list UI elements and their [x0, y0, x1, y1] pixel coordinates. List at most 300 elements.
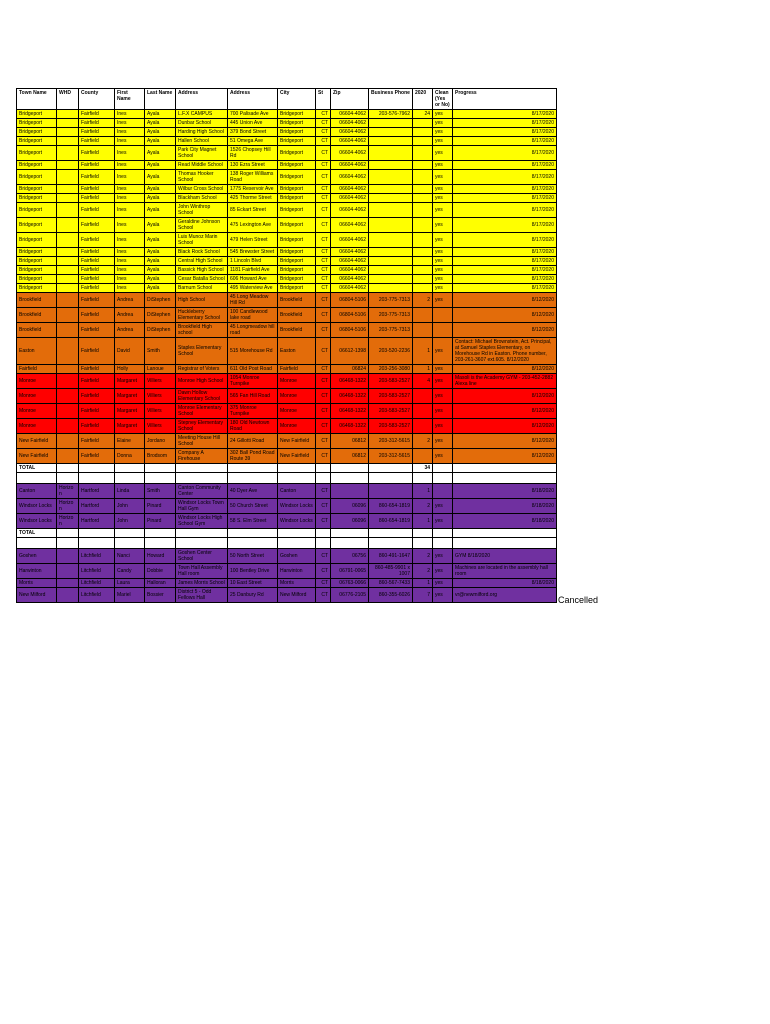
table-cell[interactable]: 8/17/2020 — [453, 233, 557, 248]
table-cell[interactable]: 8/18/2020 — [453, 484, 557, 499]
table-cell[interactable]: John — [115, 499, 145, 514]
table-cell[interactable]: 06812 — [331, 434, 369, 449]
table-cell[interactable]: 515 Morehouse Rd — [228, 338, 278, 365]
table-cell[interactable]: 06096 — [331, 499, 369, 514]
table-cell[interactable]: 375 Monroe Turnpike — [228, 404, 278, 419]
table-cell[interactable] — [433, 464, 453, 473]
table-cell[interactable]: 425 Thorme Street — [228, 194, 278, 203]
table-cell[interactable]: Andrea — [115, 293, 145, 308]
table-cell[interactable] — [453, 473, 557, 484]
table-cell[interactable]: CT — [316, 499, 331, 514]
table-cell[interactable]: Villiers — [145, 389, 176, 404]
table-cell[interactable]: Bridgeport — [278, 185, 316, 194]
table-cell[interactable]: 8/17/2020 — [453, 266, 557, 275]
table-cell[interactable]: 8/17/2020 — [453, 185, 557, 194]
table-cell[interactable]: Fairfield — [79, 308, 115, 323]
table-cell[interactable]: Bridgeport — [278, 128, 316, 137]
table-cell[interactable]: 06468-1322 — [331, 374, 369, 389]
table-cell[interactable]: Andrea — [115, 308, 145, 323]
table-cell[interactable]: DiStephen — [145, 293, 176, 308]
table-cell[interactable]: Villiers — [145, 374, 176, 389]
table-cell[interactable]: 50 North Street — [228, 549, 278, 564]
table-cell[interactable]: CT — [316, 419, 331, 434]
table-cell[interactable] — [57, 203, 79, 218]
table-cell[interactable]: Bridgeport — [17, 119, 57, 128]
table-cell[interactable]: Margaret — [115, 404, 145, 419]
table-cell[interactable]: yes — [433, 564, 453, 579]
table-cell[interactable] — [413, 284, 433, 293]
table-cell[interactable]: yes — [433, 128, 453, 137]
table-cell[interactable]: Morris — [278, 579, 316, 588]
table-cell[interactable]: Howard — [145, 549, 176, 564]
table-cell[interactable] — [115, 464, 145, 473]
table-cell[interactable] — [228, 538, 278, 549]
table-cell[interactable]: Wilbur Cross School — [176, 185, 228, 194]
table-cell[interactable]: CT — [316, 389, 331, 404]
table-cell[interactable]: Fairfield — [79, 374, 115, 389]
table-cell[interactable] — [413, 128, 433, 137]
table-cell[interactable] — [57, 284, 79, 293]
column-header[interactable]: County — [79, 89, 115, 110]
table-cell[interactable]: 138 Roger Williams Road — [228, 170, 278, 185]
table-cell[interactable]: Dawn Hollow Elementary School — [176, 389, 228, 404]
table-cell[interactable] — [115, 538, 145, 549]
table-cell[interactable]: 06604-4062 — [331, 284, 369, 293]
column-header[interactable]: WHD — [57, 89, 79, 110]
table-cell[interactable]: Bridgeport — [278, 266, 316, 275]
table-cell[interactable] — [369, 137, 413, 146]
table-cell[interactable]: 06824 — [331, 365, 369, 374]
table-cell[interactable]: Ayala — [145, 266, 176, 275]
table-cell[interactable]: Goshen — [17, 549, 57, 564]
table-cell[interactable]: CT — [316, 549, 331, 564]
table-cell[interactable]: Horizon — [57, 484, 79, 499]
column-header[interactable]: 2020 — [413, 89, 433, 110]
column-header[interactable]: First Name — [115, 89, 145, 110]
table-cell[interactable]: 06604-4062 — [331, 128, 369, 137]
table-cell[interactable]: CT — [316, 128, 331, 137]
table-cell[interactable]: 8/17/2020 — [453, 170, 557, 185]
table-cell[interactable]: 1054 Monroe Turnpike — [228, 374, 278, 389]
table-cell[interactable]: Litchfield — [79, 579, 115, 588]
table-cell[interactable] — [369, 529, 413, 538]
table-cell[interactable] — [57, 588, 79, 603]
table-cell[interactable]: Mariel — [115, 588, 145, 603]
table-cell[interactable]: CT — [316, 308, 331, 323]
table-cell[interactable]: CT — [316, 170, 331, 185]
table-cell[interactable]: Monroe — [278, 404, 316, 419]
table-cell[interactable] — [57, 374, 79, 389]
table-cell[interactable] — [413, 233, 433, 248]
table-cell[interactable]: 8/17/2020 — [453, 218, 557, 233]
table-cell[interactable] — [413, 161, 433, 170]
table-cell[interactable]: Windsor Locks — [278, 499, 316, 514]
table-cell[interactable]: yes — [433, 146, 453, 161]
table-cell[interactable]: 06604-4062 — [331, 203, 369, 218]
table-cell[interactable] — [331, 473, 369, 484]
table-cell[interactable]: 50 Church Street — [228, 499, 278, 514]
table-cell[interactable] — [316, 473, 331, 484]
table-cell[interactable] — [413, 473, 433, 484]
table-cell[interactable]: CT — [316, 434, 331, 449]
table-cell[interactable]: Bridgeport — [17, 170, 57, 185]
table-cell[interactable] — [79, 529, 115, 538]
table-cell[interactable]: Bossier — [145, 588, 176, 603]
table-cell[interactable]: Ayala — [145, 257, 176, 266]
table-cell[interactable]: 2 — [413, 499, 433, 514]
column-header[interactable]: Address — [176, 89, 228, 110]
table-cell[interactable]: 860-654-1819 — [369, 514, 413, 529]
table-cell[interactable]: Fairfield — [17, 365, 57, 374]
table-cell[interactable]: Fairfield — [79, 185, 115, 194]
table-cell[interactable]: Monroe — [278, 374, 316, 389]
table-cell[interactable] — [413, 404, 433, 419]
table-cell[interactable]: Fairfield — [79, 449, 115, 464]
table-cell[interactable] — [433, 538, 453, 549]
table-cell[interactable] — [79, 464, 115, 473]
table-cell[interactable]: yes — [433, 185, 453, 194]
table-cell[interactable]: Canton Community Center — [176, 484, 228, 499]
table-cell[interactable]: CT — [316, 323, 331, 338]
table-cell[interactable]: 545 Brewster Street — [228, 248, 278, 257]
table-cell[interactable]: CT — [316, 284, 331, 293]
table-cell[interactable]: Fairfield — [79, 275, 115, 284]
table-cell[interactable]: Bridgeport — [17, 275, 57, 284]
column-header[interactable]: Business Phone — [369, 89, 413, 110]
table-cell[interactable] — [413, 137, 433, 146]
table-cell[interactable]: yes — [433, 389, 453, 404]
table-cell[interactable]: Horizon — [57, 514, 79, 529]
table-cell[interactable]: Brodsom — [145, 449, 176, 464]
table-cell[interactable]: 8/18/2020 — [453, 579, 557, 588]
table-cell[interactable]: Halloran — [145, 579, 176, 588]
table-cell[interactable] — [57, 434, 79, 449]
table-cell[interactable] — [316, 464, 331, 473]
table-cell[interactable]: Bridgeport — [278, 257, 316, 266]
table-cell[interactable] — [413, 323, 433, 338]
table-cell[interactable]: 45 Longmeadow hill road — [228, 323, 278, 338]
table-cell[interactable]: Fairfield — [79, 323, 115, 338]
table-cell[interactable] — [413, 194, 433, 203]
table-cell[interactable] — [369, 248, 413, 257]
table-cell[interactable]: Monroe — [17, 404, 57, 419]
table-cell[interactable]: 06604-4062 — [331, 275, 369, 284]
table-cell[interactable]: Ines — [115, 137, 145, 146]
table-cell[interactable]: Bridgeport — [17, 248, 57, 257]
table-cell[interactable] — [278, 529, 316, 538]
table-cell[interactable]: Staples Elementary School — [176, 338, 228, 365]
table-cell[interactable]: Fairfield — [79, 338, 115, 365]
table-cell[interactable]: Bridgeport — [17, 266, 57, 275]
table-cell[interactable]: Fairfield — [79, 203, 115, 218]
table-cell[interactable]: 06612-1398 — [331, 338, 369, 365]
table-cell[interactable]: Ines — [115, 284, 145, 293]
table-cell[interactable]: Ayala — [145, 185, 176, 194]
table-cell[interactable]: 8/12/2020 — [453, 365, 557, 374]
table-cell[interactable]: 06776-2105 — [331, 588, 369, 603]
table-cell[interactable]: Fairfield — [79, 170, 115, 185]
table-cell[interactable] — [176, 538, 228, 549]
table-cell[interactable] — [57, 579, 79, 588]
table-cell[interactable]: CT — [316, 514, 331, 529]
table-cell[interactable]: Fairfield — [79, 248, 115, 257]
table-cell[interactable]: 40 Dyer Ave — [228, 484, 278, 499]
table-cell[interactable]: Bridgeport — [278, 248, 316, 257]
column-header[interactable]: City — [278, 89, 316, 110]
table-cell[interactable]: 203-583-2527 — [369, 374, 413, 389]
table-cell[interactable]: Donna — [115, 449, 145, 464]
column-header[interactable]: Address — [228, 89, 278, 110]
table-cell[interactable]: CT — [316, 293, 331, 308]
table-cell[interactable]: Lanoue — [145, 365, 176, 374]
table-cell[interactable] — [145, 529, 176, 538]
table-cell[interactable] — [369, 464, 413, 473]
table-cell[interactable]: Windsor Locks High School Gym — [176, 514, 228, 529]
table-cell[interactable]: yes — [433, 549, 453, 564]
table-cell[interactable]: 860-567-7433 — [369, 579, 413, 588]
table-cell[interactable]: Brookfield — [17, 293, 57, 308]
table-cell[interactable]: Hartford — [79, 484, 115, 499]
table-cell[interactable]: yes — [433, 218, 453, 233]
table-cell[interactable]: Fairfield — [79, 110, 115, 119]
table-cell[interactable]: CT — [316, 449, 331, 464]
table-cell[interactable] — [57, 137, 79, 146]
table-cell[interactable]: Andrea — [115, 323, 145, 338]
table-cell[interactable]: 479 Helen Street — [228, 233, 278, 248]
table-cell[interactable]: yes — [433, 293, 453, 308]
table-cell[interactable]: GYM 8/18/2020 — [453, 549, 557, 564]
table-cell[interactable] — [57, 170, 79, 185]
table-cell[interactable]: Horizon — [57, 499, 79, 514]
table-cell[interactable] — [115, 529, 145, 538]
table-cell[interactable]: Pinard — [145, 514, 176, 529]
table-cell[interactable]: Fairfield — [79, 404, 115, 419]
table-cell[interactable]: yes — [433, 374, 453, 389]
table-cell[interactable]: 06604-4062 — [331, 194, 369, 203]
table-cell[interactable]: CT — [316, 203, 331, 218]
table-cell[interactable]: 06604-4062 — [331, 266, 369, 275]
table-cell[interactable]: 180 Old Newtown Road — [228, 419, 278, 434]
table-cell[interactable]: Margaret — [115, 419, 145, 434]
table-cell[interactable]: Monroe — [278, 419, 316, 434]
table-cell[interactable]: Dunbar School — [176, 119, 228, 128]
table-cell[interactable]: CT — [316, 588, 331, 603]
table-cell[interactable]: Ines — [115, 275, 145, 284]
table-cell[interactable] — [331, 529, 369, 538]
table-cell[interactable] — [57, 194, 79, 203]
table-cell[interactable]: CT — [316, 194, 331, 203]
table-cell[interactable]: Windsor Locks — [17, 514, 57, 529]
table-cell[interactable]: 06604-4062 — [331, 119, 369, 128]
table-cell[interactable]: Monroe High School — [176, 374, 228, 389]
table-cell[interactable]: Monroe — [17, 419, 57, 434]
table-cell[interactable]: yes — [433, 257, 453, 266]
table-cell[interactable]: L.F.X CAMPUS — [176, 110, 228, 119]
table-cell[interactable]: 8/17/2020 — [453, 203, 557, 218]
table-cell[interactable]: 1 — [413, 514, 433, 529]
table-cell[interactable] — [145, 473, 176, 484]
table-cell[interactable]: Town Hall Assembly Hall room — [176, 564, 228, 579]
table-cell[interactable] — [369, 128, 413, 137]
table-cell[interactable]: Ayala — [145, 128, 176, 137]
table-cell[interactable]: Windsor Locks Town Hall Gym — [176, 499, 228, 514]
table-cell[interactable]: Bridgeport — [17, 110, 57, 119]
table-cell[interactable]: 06604-4062 — [331, 170, 369, 185]
table-cell[interactable]: Ayala — [145, 248, 176, 257]
column-header[interactable]: Last Name — [145, 89, 176, 110]
table-cell[interactable] — [369, 266, 413, 275]
table-cell[interactable]: 58 S. Elm Street — [228, 514, 278, 529]
table-cell[interactable] — [79, 538, 115, 549]
column-header[interactable]: Zip — [331, 89, 369, 110]
table-cell[interactable] — [413, 419, 433, 434]
table-cell[interactable]: Canton — [278, 484, 316, 499]
table-cell[interactable]: Bassick High School — [176, 266, 228, 275]
table-cell[interactable]: Ines — [115, 170, 145, 185]
table-cell[interactable] — [369, 473, 413, 484]
table-cell[interactable]: Thomas Hooker School — [176, 170, 228, 185]
table-cell[interactable]: Bridgeport — [278, 137, 316, 146]
table-cell[interactable]: 06804-5106 — [331, 323, 369, 338]
column-header[interactable]: St — [316, 89, 331, 110]
table-cell[interactable] — [369, 284, 413, 293]
table-cell[interactable]: 34 — [413, 464, 433, 473]
table-cell[interactable]: 203-775-7313 — [369, 293, 413, 308]
table-cell[interactable] — [57, 233, 79, 248]
table-cell[interactable]: Bridgeport — [17, 233, 57, 248]
table-cell[interactable]: Ines — [115, 218, 145, 233]
table-cell[interactable]: Nanci — [115, 549, 145, 564]
table-cell[interactable] — [57, 549, 79, 564]
table-cell[interactable]: Brookfield High school — [176, 323, 228, 338]
table-cell[interactable]: 85 Eckart Street — [228, 203, 278, 218]
table-cell[interactable]: 24 — [413, 110, 433, 119]
table-cell[interactable]: CT — [316, 564, 331, 579]
table-cell[interactable] — [57, 218, 79, 233]
table-cell[interactable]: Ines — [115, 128, 145, 137]
table-cell[interactable]: Easton — [278, 338, 316, 365]
table-cell[interactable]: yes — [433, 233, 453, 248]
table-cell[interactable]: Hallen School — [176, 137, 228, 146]
table-cell[interactable]: 8/18/2020 — [453, 514, 557, 529]
table-cell[interactable]: yes — [433, 119, 453, 128]
table-cell[interactable]: 06604-4062 — [331, 161, 369, 170]
table-cell[interactable]: 8/17/2020 — [453, 284, 557, 293]
table-cell[interactable]: Ayala — [145, 170, 176, 185]
table-cell[interactable] — [413, 266, 433, 275]
table-cell[interactable] — [57, 338, 79, 365]
table-cell[interactable]: yes — [433, 248, 453, 257]
table-cell[interactable]: District 5 - Odd Fellows Hall — [176, 588, 228, 603]
table-cell[interactable] — [453, 464, 557, 473]
table-cell[interactable]: CT — [316, 275, 331, 284]
table-cell[interactable]: 203-256-3080 — [369, 365, 413, 374]
table-cell[interactable]: Ayala — [145, 146, 176, 161]
table-cell[interactable] — [369, 194, 413, 203]
table-cell[interactable]: David — [115, 338, 145, 365]
table-cell[interactable]: Fairfield — [79, 218, 115, 233]
table-cell[interactable]: Ines — [115, 266, 145, 275]
table-cell[interactable]: Fairfield — [79, 434, 115, 449]
table-cell[interactable] — [413, 119, 433, 128]
table-cell[interactable]: CT — [316, 374, 331, 389]
table-cell[interactable]: yes — [433, 170, 453, 185]
table-cell[interactable]: 1 — [413, 365, 433, 374]
table-cell[interactable] — [316, 538, 331, 549]
table-cell[interactable]: 8/17/2020 — [453, 128, 557, 137]
table-cell[interactable] — [17, 473, 57, 484]
table-cell[interactable]: 860-491-1647 — [369, 549, 413, 564]
table-cell[interactable]: yes — [433, 110, 453, 119]
table-cell[interactable]: Harwinton — [278, 564, 316, 579]
table-cell[interactable] — [228, 529, 278, 538]
table-cell[interactable]: 8/12/2020 — [453, 419, 557, 434]
table-cell[interactable] — [57, 161, 79, 170]
table-cell[interactable]: Ines — [115, 194, 145, 203]
table-cell[interactable] — [145, 538, 176, 549]
table-cell[interactable]: CT — [316, 146, 331, 161]
table-cell[interactable]: CT — [316, 161, 331, 170]
table-cell[interactable]: Fairfield — [79, 119, 115, 128]
table-cell[interactable]: 606 Howard Ave — [228, 275, 278, 284]
table-cell[interactable]: 203-775-7313 — [369, 323, 413, 338]
table-cell[interactable]: 1526 Chopsey Hill Rd — [228, 146, 278, 161]
table-cell[interactable]: Fairfield — [79, 137, 115, 146]
table-cell[interactable]: Ayala — [145, 110, 176, 119]
table-cell[interactable]: 203-583-2527 — [369, 404, 413, 419]
table-cell[interactable]: CT — [316, 579, 331, 588]
table-cell[interactable]: 8/17/2020 — [453, 248, 557, 257]
table-cell[interactable]: Villiers — [145, 404, 176, 419]
table-cell[interactable] — [57, 257, 79, 266]
table-cell[interactable]: yes — [433, 579, 453, 588]
table-cell[interactable]: New Fairfield — [278, 449, 316, 464]
table-cell[interactable] — [331, 464, 369, 473]
table-cell[interactable]: Bridgeport — [17, 161, 57, 170]
table-cell[interactable] — [369, 170, 413, 185]
table-cell[interactable]: Company A Firehouse — [176, 449, 228, 464]
table-cell[interactable]: Bridgeport — [17, 203, 57, 218]
table-cell[interactable] — [453, 538, 557, 549]
table-cell[interactable]: Windsor Locks — [278, 514, 316, 529]
table-cell[interactable]: Bridgeport — [17, 194, 57, 203]
table-cell[interactable]: Fairfield — [79, 146, 115, 161]
table-cell[interactable] — [57, 404, 79, 419]
table-cell[interactable]: Central High School — [176, 257, 228, 266]
table-cell[interactable]: Ayala — [145, 275, 176, 284]
table-cell[interactable]: Litchfield — [79, 549, 115, 564]
table-cell[interactable]: John Winthrop School — [176, 203, 228, 218]
table-cell[interactable]: 7 — [413, 588, 433, 603]
table-cell[interactable]: Geraldine Johnson School — [176, 218, 228, 233]
table-cell[interactable]: Laura — [115, 579, 145, 588]
table-cell[interactable] — [413, 275, 433, 284]
table-cell[interactable]: yes — [433, 266, 453, 275]
table-cell[interactable] — [369, 203, 413, 218]
table-cell[interactable]: 06604-4062 — [331, 146, 369, 161]
table-cell[interactable]: Goshen — [278, 549, 316, 564]
table-cell[interactable]: 06468-1322 — [331, 419, 369, 434]
table-cell[interactable]: 100 Candlewood lake road — [228, 308, 278, 323]
table-cell[interactable]: Fairfield — [79, 128, 115, 137]
table-cell[interactable] — [57, 248, 79, 257]
table-cell[interactable]: Ines — [115, 161, 145, 170]
table-cell[interactable] — [413, 146, 433, 161]
table-cell[interactable]: Brookfield — [278, 323, 316, 338]
table-cell[interactable]: Ines — [115, 257, 145, 266]
table-cell[interactable]: 1 Lincoln Blvd — [228, 257, 278, 266]
table-cell[interactable]: Ines — [115, 119, 145, 128]
